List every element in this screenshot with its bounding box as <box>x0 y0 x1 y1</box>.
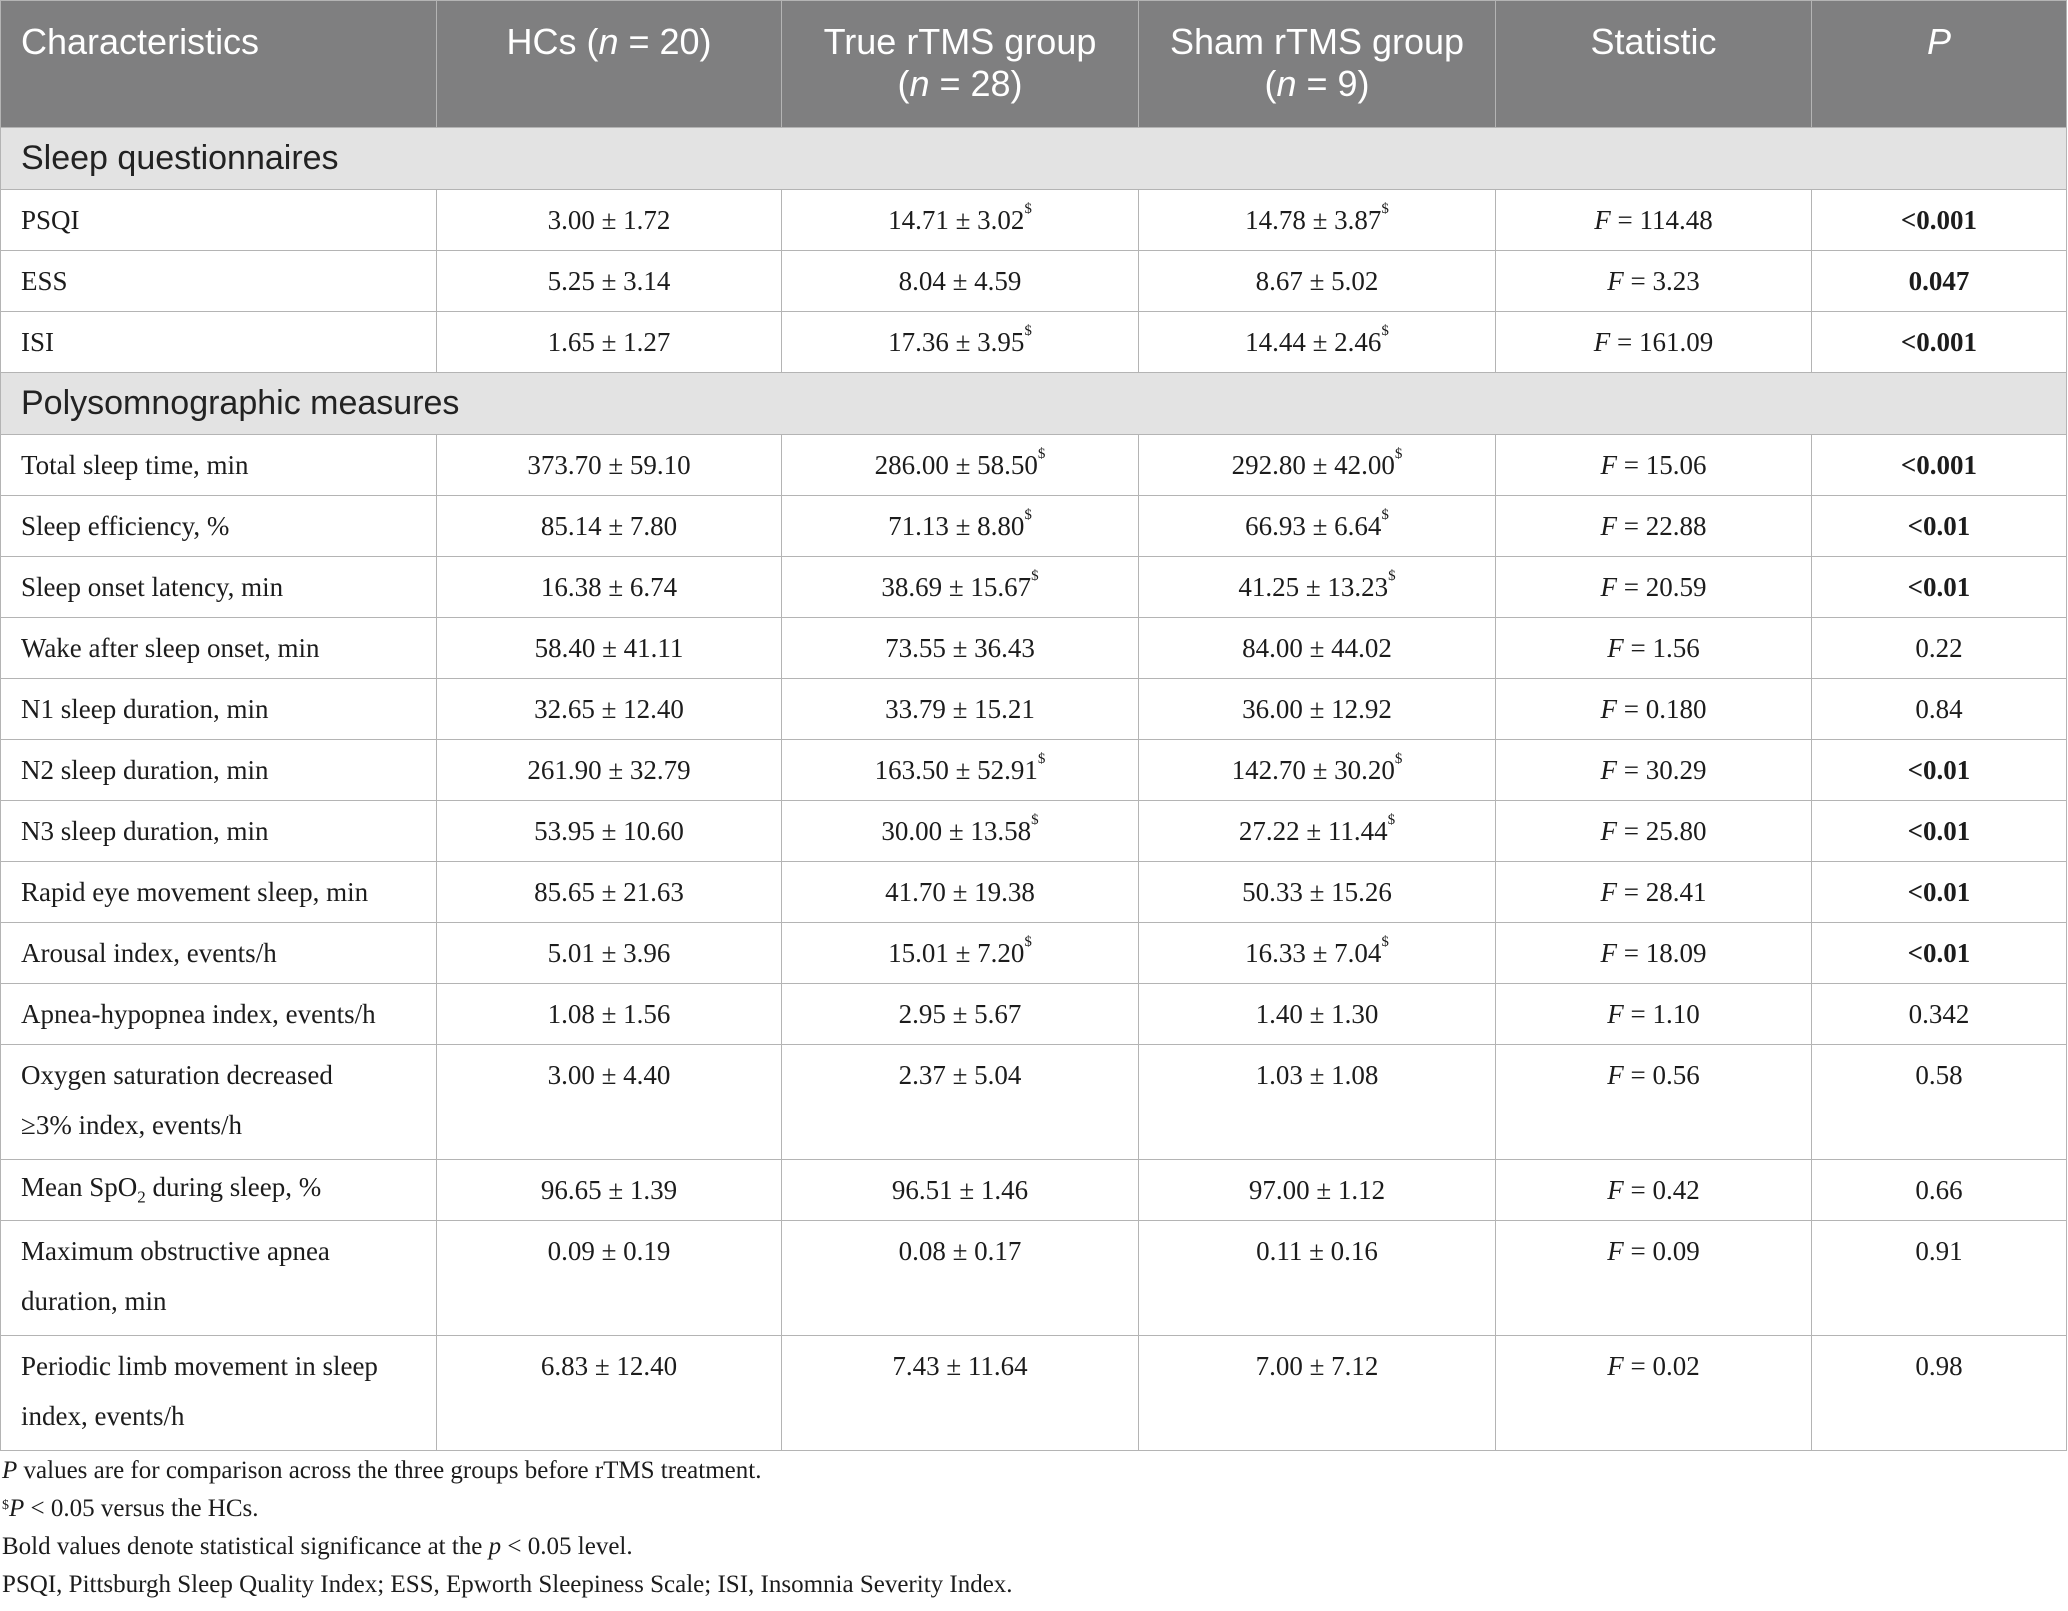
significance-marker: $ <box>1024 506 1032 523</box>
row-label-line2: during sleep, % <box>145 1172 322 1203</box>
statistic-value: = 30.29 <box>1617 754 1707 785</box>
row-label: ISI <box>1 312 437 373</box>
note-p-italic: P <box>2 1457 18 1484</box>
cell-p-value: 0.58 <box>1812 1045 2067 1160</box>
table-row <box>1 740 2067 801</box>
table-row <box>1 801 2067 862</box>
cell-true-rtms-value: 17.36 ± 3.95 <box>888 326 1025 357</box>
section-sleep-questionnaires-row <box>1 128 2067 190</box>
table-row <box>1 862 2067 923</box>
cell-hcs <box>437 1160 782 1221</box>
cell-p-value: <0.01 <box>1812 801 2067 862</box>
cell-statistic <box>1496 435 1812 496</box>
statistic-symbol: F <box>1600 815 1617 846</box>
cell-true-rtms <box>782 557 1139 618</box>
cell-hcs-value: 261.90 ± 32.79 <box>527 754 691 785</box>
significance-marker: $ <box>1037 750 1046 767</box>
statistic-value: = 20.59 <box>1617 571 1707 602</box>
table-row <box>1 1336 2067 1451</box>
significance-marker: $ <box>1024 200 1032 217</box>
cell-hcs <box>437 312 782 373</box>
cell-true-rtms-value: 286.00 ± 58.50 <box>874 449 1038 480</box>
header-true-rtms-post: = 28) <box>929 63 1023 104</box>
note-bold-b: < 0.05 level. <box>501 1533 633 1560</box>
cell-sham-rtms-value: 50.33 ± 15.26 <box>1242 876 1392 907</box>
cell-statistic <box>1496 1045 1812 1160</box>
cell-true-rtms-value: 71.13 ± 8.80 <box>888 510 1025 541</box>
row-label-line1: Periodic limb movement in sleep <box>21 1351 378 1381</box>
row-label-line1: Mean SpO <box>21 1172 138 1203</box>
significance-marker: $ <box>1387 811 1396 828</box>
statistic-symbol: F <box>1607 632 1624 663</box>
statistic-value: = 0.56 <box>1623 1060 1700 1090</box>
table-row <box>1 1221 2067 1336</box>
row-label <box>1 1221 437 1336</box>
cell-true-rtms-value: 0.08 ± 0.17 <box>898 1236 1022 1266</box>
table-row <box>1 435 2067 496</box>
cell-sham-rtms-value: 142.70 ± 30.20 <box>1231 754 1395 785</box>
header-hcs-pre: HCs ( <box>506 21 599 62</box>
cell-sham-rtms <box>1139 1160 1496 1221</box>
cell-hcs <box>437 496 782 557</box>
cell-sham-rtms <box>1139 1336 1496 1451</box>
table-notes <box>2 1452 2062 1604</box>
cell-statistic <box>1496 557 1812 618</box>
header-sham-rtms <box>1139 1 1496 128</box>
header-hcs-n: n <box>598 21 619 62</box>
note-bold-a: Bold values denote statistical significance at the <box>2 1533 489 1560</box>
cell-hcs-value: 0.09 ± 0.19 <box>547 1236 671 1266</box>
cell-statistic <box>1496 740 1812 801</box>
cell-statistic <box>1496 1336 1812 1451</box>
cell-p-value: 0.047 <box>1812 251 2067 312</box>
section-polysomnographic-measures-row <box>1 373 2067 435</box>
cell-statistic <box>1496 618 1812 679</box>
cell-sham-rtms <box>1139 557 1496 618</box>
header-hcs <box>437 1 782 128</box>
note-significance <box>2 1490 2062 1528</box>
cell-sham-rtms-value: 97.00 ± 1.12 <box>1248 1174 1386 1205</box>
cell-statistic <box>1496 251 1812 312</box>
cell-sham-rtms <box>1139 984 1496 1045</box>
cell-hcs <box>437 801 782 862</box>
statistic-symbol: F <box>1607 998 1624 1029</box>
row-label-line2: ≥3% index, events/h <box>21 1110 243 1140</box>
cell-sham-rtms-value: 66.93 ± 6.64 <box>1245 510 1382 541</box>
table-header <box>1 1 2067 128</box>
significance-marker: $ <box>1024 933 1032 950</box>
header-characteristics: Characteristics <box>1 1 437 128</box>
cell-sham-rtms <box>1139 496 1496 557</box>
row-label <box>1 1336 437 1451</box>
cell-sham-rtms <box>1139 923 1496 984</box>
cell-true-rtms-value: 33.79 ± 15.21 <box>885 693 1035 724</box>
cell-true-rtms-value: 2.95 ± 5.67 <box>898 998 1022 1029</box>
statistic-symbol: F <box>1600 876 1617 907</box>
header-hcs-post: = 20) <box>618 21 712 62</box>
cell-p-value: 0.342 <box>1812 984 2067 1045</box>
row-label: Apnea-hypopnea index, events/h <box>1 984 437 1045</box>
statistic-value: = 28.41 <box>1617 876 1707 907</box>
cell-statistic <box>1496 984 1812 1045</box>
significance-marker: $ <box>1031 567 1039 584</box>
cell-true-rtms <box>782 190 1139 251</box>
cell-sham-rtms-value: 36.00 ± 12.92 <box>1242 693 1392 724</box>
row-label <box>1 1160 437 1221</box>
row-label-line1: Maximum obstructive apnea <box>21 1236 330 1266</box>
table-row <box>1 251 2067 312</box>
cell-statistic <box>1496 679 1812 740</box>
header-true-rtms-line2: (n = 28) <box>897 63 1023 104</box>
statistic-value: = 161.09 <box>1610 326 1714 357</box>
cell-p-value: 0.98 <box>1812 1336 2067 1451</box>
significance-marker: $ <box>1381 322 1389 339</box>
cell-sham-rtms <box>1139 679 1496 740</box>
cell-p-value: 0.91 <box>1812 1221 2067 1336</box>
note-p-text: values are for comparison across the three groups before rTMS treatment. <box>17 1457 762 1484</box>
cell-hcs-value: 16.38 ± 6.74 <box>540 571 678 602</box>
cell-true-rtms-value: 96.51 ± 1.46 <box>891 1174 1029 1205</box>
cell-hcs <box>437 862 782 923</box>
cell-hcs <box>437 1045 782 1160</box>
cell-hcs-value: 3.00 ± 1.72 <box>547 204 671 235</box>
significance-marker: $ <box>1037 445 1046 462</box>
significance-marker: $ <box>1024 322 1032 339</box>
cell-hcs-value: 53.95 ± 10.60 <box>534 815 684 846</box>
statistic-symbol: F <box>1600 449 1617 480</box>
statistic-value: = 25.80 <box>1617 815 1707 846</box>
cell-statistic <box>1496 190 1812 251</box>
cell-sham-rtms <box>1139 251 1496 312</box>
row-label: N1 sleep duration, min <box>1 679 437 740</box>
header-sham-rtms-line1: Sham rTMS group <box>1169 21 1465 62</box>
statistic-symbol: F <box>1593 326 1611 357</box>
cell-true-rtms-value: 38.69 ± 15.67 <box>881 571 1032 602</box>
cell-hcs-value: 96.65 ± 1.39 <box>540 1174 678 1205</box>
note-bold-italic: p <box>488 1533 502 1560</box>
cell-hcs-value: 85.14 ± 7.80 <box>540 510 678 541</box>
note-sig-text: < 0.05 versus the HCs. <box>24 1495 259 1522</box>
cell-hcs-value: 85.65 ± 21.63 <box>534 876 684 907</box>
header-p: P <box>1812 1 2067 128</box>
note-abbreviations: PSQI, Pittsburgh Sleep Quality Index; ESS, Epworth Sleepiness Scale; ISI, Insomnia Severity Index. <box>2 1571 1013 1598</box>
row-label <box>1 1045 437 1160</box>
table-row <box>1 312 2067 373</box>
cell-hcs <box>437 618 782 679</box>
header-sham-rtms-n: n <box>1276 63 1297 104</box>
cell-sham-rtms-value: 0.11 ± 0.16 <box>1256 1236 1378 1266</box>
cell-true-rtms <box>782 435 1139 496</box>
cell-sham-rtms-value: 1.40 ± 1.30 <box>1255 998 1379 1029</box>
statistic-value: = 0.42 <box>1623 1174 1700 1205</box>
statistic-value: = 0.09 <box>1623 1236 1700 1266</box>
statistic-symbol: F <box>1600 693 1617 724</box>
statistic-symbol: F <box>1607 1060 1624 1090</box>
cell-sham-rtms-value: 41.25 ± 13.23 <box>1238 571 1389 602</box>
cell-sham-rtms-value: 8.67 ± 5.02 <box>1255 265 1379 296</box>
statistic-symbol: F <box>1607 1174 1624 1205</box>
header-sham-rtms-post: = 9) <box>1296 63 1370 104</box>
statistic-value: = 15.06 <box>1617 449 1707 480</box>
header-true-rtms-line1: True rTMS group <box>823 21 1097 62</box>
cell-true-rtms <box>782 740 1139 801</box>
cell-sham-rtms <box>1139 740 1496 801</box>
cell-sham-rtms <box>1139 801 1496 862</box>
cell-p-value: <0.01 <box>1812 923 2067 984</box>
cell-true-rtms <box>782 801 1139 862</box>
cell-hcs-value: 5.01 ± 3.96 <box>547 937 671 968</box>
cell-p-value: <0.01 <box>1812 862 2067 923</box>
statistic-symbol: F <box>1607 265 1624 296</box>
cell-sham-rtms <box>1139 1045 1496 1160</box>
header-row <box>1 1 2067 128</box>
cell-statistic <box>1496 801 1812 862</box>
significance-marker: $ <box>1394 750 1403 767</box>
cell-hcs-value: 1.65 ± 1.27 <box>547 326 671 357</box>
cell-sham-rtms-value: 1.03 ± 1.08 <box>1255 1060 1379 1090</box>
row-label: Wake after sleep onset, min <box>1 618 437 679</box>
row-label-line2: index, events/h <box>21 1401 185 1431</box>
cell-p-value: <0.01 <box>1812 496 2067 557</box>
cell-true-rtms-value: 30.00 ± 13.58 <box>881 815 1032 846</box>
cell-hcs-value: 1.08 ± 1.56 <box>547 998 671 1029</box>
table-row <box>1 1160 2067 1221</box>
cell-sham-rtms-value: 84.00 ± 44.02 <box>1242 632 1392 663</box>
row-label: Sleep onset latency, min <box>1 557 437 618</box>
cell-statistic <box>1496 1160 1812 1221</box>
cell-sham-rtms-value: 16.33 ± 7.04 <box>1245 937 1382 968</box>
cell-sham-rtms-value: 7.00 ± 7.12 <box>1255 1351 1379 1381</box>
cell-p-value: 0.84 <box>1812 679 2067 740</box>
cell-sham-rtms <box>1139 435 1496 496</box>
table-row <box>1 679 2067 740</box>
cell-true-rtms-value: 15.01 ± 7.20 <box>888 937 1025 968</box>
cell-true-rtms-value: 73.55 ± 36.43 <box>885 632 1035 663</box>
row-label: ESS <box>1 251 437 312</box>
section-polysomnographic-measures: Polysomnographic measures <box>1 373 2067 435</box>
cell-p-value: 0.66 <box>1812 1160 2067 1221</box>
cell-hcs <box>437 984 782 1045</box>
cell-hcs <box>437 1336 782 1451</box>
cell-p-value: <0.001 <box>1812 312 2067 373</box>
row-label-line1: Oxygen saturation decreased <box>21 1060 333 1090</box>
cell-true-rtms <box>782 1045 1139 1160</box>
header-statistic: Statistic <box>1496 1 1812 128</box>
statistic-value: = 1.56 <box>1623 632 1700 663</box>
cell-true-rtms <box>782 984 1139 1045</box>
cell-hcs <box>437 679 782 740</box>
cell-true-rtms <box>782 1336 1139 1451</box>
table-row <box>1 618 2067 679</box>
note-sig-symbol: $ <box>2 1498 9 1513</box>
cell-true-rtms-value: 2.37 ± 5.04 <box>898 1060 1022 1090</box>
statistic-value: = 0.02 <box>1623 1351 1700 1381</box>
cell-p-value: <0.01 <box>1812 557 2067 618</box>
significance-marker: $ <box>1381 200 1389 217</box>
row-label-subscript: 2 <box>137 1187 146 1207</box>
cell-hcs-value: 6.83 ± 12.40 <box>540 1351 678 1381</box>
table-row <box>1 190 2067 251</box>
cell-sham-rtms-value: 14.78 ± 3.87 <box>1245 204 1382 235</box>
cell-true-rtms <box>782 862 1139 923</box>
cell-sham-rtms <box>1139 618 1496 679</box>
statistic-value: = 22.88 <box>1617 510 1707 541</box>
section-sleep-questionnaires: Sleep questionnaires <box>1 128 2067 190</box>
statistic-symbol: F <box>1594 204 1611 235</box>
cell-hcs <box>437 923 782 984</box>
significance-marker: $ <box>1388 567 1396 584</box>
header-true-rtms <box>782 1 1139 128</box>
cell-true-rtms-value: 163.50 ± 52.91 <box>874 754 1038 785</box>
table-row <box>1 923 2067 984</box>
cell-true-rtms <box>782 618 1139 679</box>
note-sig-italic: P <box>9 1495 25 1522</box>
cell-true-rtms-value: 14.71 ± 3.02 <box>888 204 1025 235</box>
statistic-value: = 114.48 <box>1610 204 1713 235</box>
cell-statistic <box>1496 496 1812 557</box>
statistic-value: = 1.10 <box>1623 998 1700 1029</box>
cell-statistic <box>1496 862 1812 923</box>
row-label: Total sleep time, min <box>1 435 437 496</box>
statistic-value: = 0.180 <box>1617 693 1707 724</box>
table-body <box>1 128 2067 1451</box>
cell-true-rtms <box>782 496 1139 557</box>
cell-hcs <box>437 435 782 496</box>
cell-sham-rtms-value: 292.80 ± 42.00 <box>1231 449 1395 480</box>
note-p-values <box>2 1452 2062 1490</box>
statistic-symbol: F <box>1600 937 1617 968</box>
table-row <box>1 496 2067 557</box>
row-label: N3 sleep duration, min <box>1 801 437 862</box>
cell-hcs-value: 32.65 ± 12.40 <box>534 693 684 724</box>
significance-marker: $ <box>1031 811 1039 828</box>
row-label-line2: duration, min <box>21 1286 167 1316</box>
cell-true-rtms <box>782 251 1139 312</box>
statistic-symbol: F <box>1600 754 1617 785</box>
significance-marker: $ <box>1394 445 1403 462</box>
table-row <box>1 984 2067 1045</box>
cell-p-value: <0.01 <box>1812 740 2067 801</box>
cell-hcs <box>437 190 782 251</box>
statistic-value: = 18.09 <box>1617 937 1707 968</box>
statistic-value: = 3.23 <box>1623 265 1700 296</box>
cell-true-rtms-value: 7.43 ± 11.64 <box>892 1351 1028 1381</box>
cell-hcs <box>437 1221 782 1336</box>
cell-hcs-value: 373.70 ± 59.10 <box>527 449 691 480</box>
cell-hcs-value: 5.25 ± 3.14 <box>547 265 671 296</box>
cell-statistic <box>1496 923 1812 984</box>
cell-true-rtms-value: 41.70 ± 19.38 <box>885 876 1035 907</box>
row-label: Rapid eye movement sleep, min <box>1 862 437 923</box>
cell-true-rtms <box>782 1221 1139 1336</box>
cell-true-rtms <box>782 679 1139 740</box>
cell-p-value: 0.22 <box>1812 618 2067 679</box>
statistic-symbol: F <box>1607 1236 1624 1266</box>
cell-true-rtms-value: 8.04 ± 4.59 <box>898 265 1022 296</box>
cell-sham-rtms <box>1139 312 1496 373</box>
cell-statistic <box>1496 1221 1812 1336</box>
table-row <box>1 557 2067 618</box>
significance-marker: $ <box>1381 933 1389 950</box>
statistic-symbol: F <box>1600 510 1617 541</box>
statistic-symbol: F <box>1600 571 1617 602</box>
row-label: N2 sleep duration, min <box>1 740 437 801</box>
cell-hcs <box>437 251 782 312</box>
cell-true-rtms <box>782 312 1139 373</box>
cell-sham-rtms <box>1139 1221 1496 1336</box>
cell-hcs <box>437 740 782 801</box>
cell-sham-rtms-value: 14.44 ± 2.46 <box>1245 326 1382 357</box>
cell-hcs <box>437 557 782 618</box>
cell-statistic <box>1496 312 1812 373</box>
row-label: Sleep efficiency, % <box>1 496 437 557</box>
cell-p-value: <0.001 <box>1812 190 2067 251</box>
cell-p-value: <0.001 <box>1812 435 2067 496</box>
header-true-rtms-n: n <box>909 63 930 104</box>
cell-true-rtms <box>782 1160 1139 1221</box>
cell-sham-rtms <box>1139 862 1496 923</box>
row-label: Arousal index, events/h <box>1 923 437 984</box>
cell-hcs-value: 3.00 ± 4.40 <box>547 1060 671 1090</box>
cell-sham-rtms-value: 27.22 ± 11.44 <box>1238 815 1388 846</box>
cell-true-rtms <box>782 923 1139 984</box>
row-label: PSQI <box>1 190 437 251</box>
header-sham-rtms-line2: (n = 9) <box>1264 63 1370 104</box>
table-row <box>1 1045 2067 1160</box>
statistic-symbol: F <box>1607 1351 1624 1381</box>
significance-marker: $ <box>1381 506 1389 523</box>
cell-sham-rtms <box>1139 190 1496 251</box>
note-bold <box>2 1528 2062 1566</box>
cell-hcs-value: 58.40 ± 41.11 <box>534 632 684 663</box>
